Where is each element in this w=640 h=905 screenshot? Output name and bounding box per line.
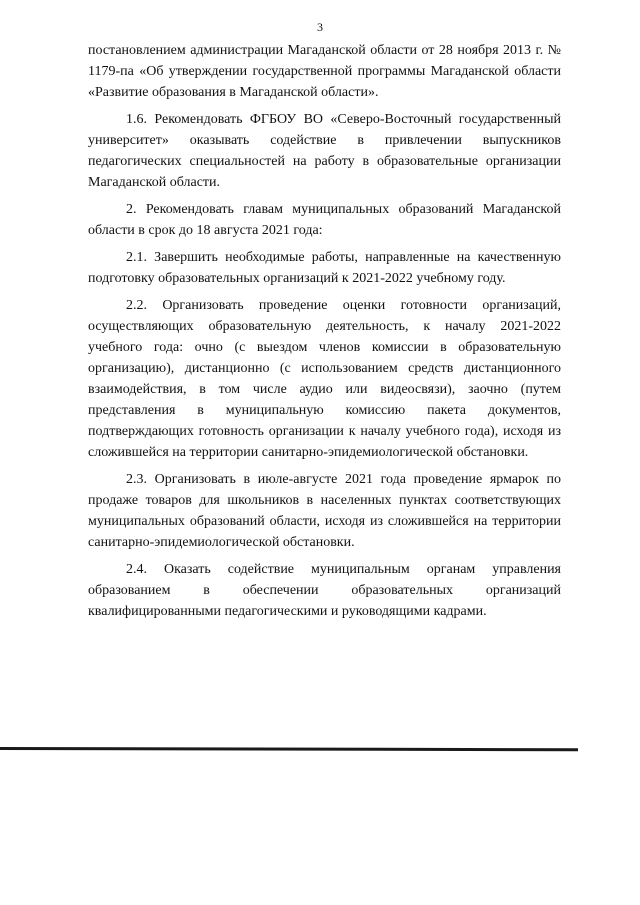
page-number: 3 bbox=[317, 20, 323, 34]
document-body bbox=[88, 40, 561, 628]
paragraph-2-4: 2.4. Оказать содействие муниципальным органам управления образованием в обеспечении образовательных организаций квалифицированными педагогическими и руководящими кадрами. bbox=[88, 562, 561, 619]
paragraph-2-1: 2.1. Завершить необходимые работы, направленные на качественную подготовку образовательных организаций к 2021-2022 учебному году. bbox=[88, 250, 561, 286]
paragraph-2-3: 2.3. Организовать в июле-августе 2021 года проведение ярмарок по продаже товаров для школьников в населенных пунктах соответствующих муниципальных образований области, исходя из сложившейся на территории санитарно-эпидемиологической обстановки. bbox=[88, 472, 561, 550]
paragraph-2-2: 2.2. Организовать проведение оценки готовности организаций, осуществляющих образовательную деятельность, к началу 2021-2022 учебного года: очно (с выездом членов комиссии в образовательную организацию), дистанционно (с использованием средств дистанционного взаимодействия, в том числе аудио или видеосвязи), заочно (путем представления в муниципальную комиссию пакета документов, подтверждающих готовность организации к началу учебного года), исходя из сложившейся на территории санитарно-эпидемиологической обстановки. bbox=[88, 298, 561, 460]
paragraph-1-6: 1.6. Рекомендовать ФГБОУ ВО «Северо-Восточный государственный университет» оказывать содействие в привлечении выпускников педагогических специальностей на работу в образовательные организации Магаданской области. bbox=[88, 112, 561, 190]
paragraph-2: 2. Рекомендовать главам муниципальных образований Магаданской области в срок до 18 августа 2021 года: bbox=[88, 202, 561, 238]
paragraph-program-resolution: постановлением администрации Магаданской области от 28 ноября 2013 г. № 1179-па «Об утверждении государственной программы Магаданской области «Развитие образования в Магаданской области». bbox=[88, 43, 561, 100]
page-bottom-rule bbox=[0, 747, 578, 751]
